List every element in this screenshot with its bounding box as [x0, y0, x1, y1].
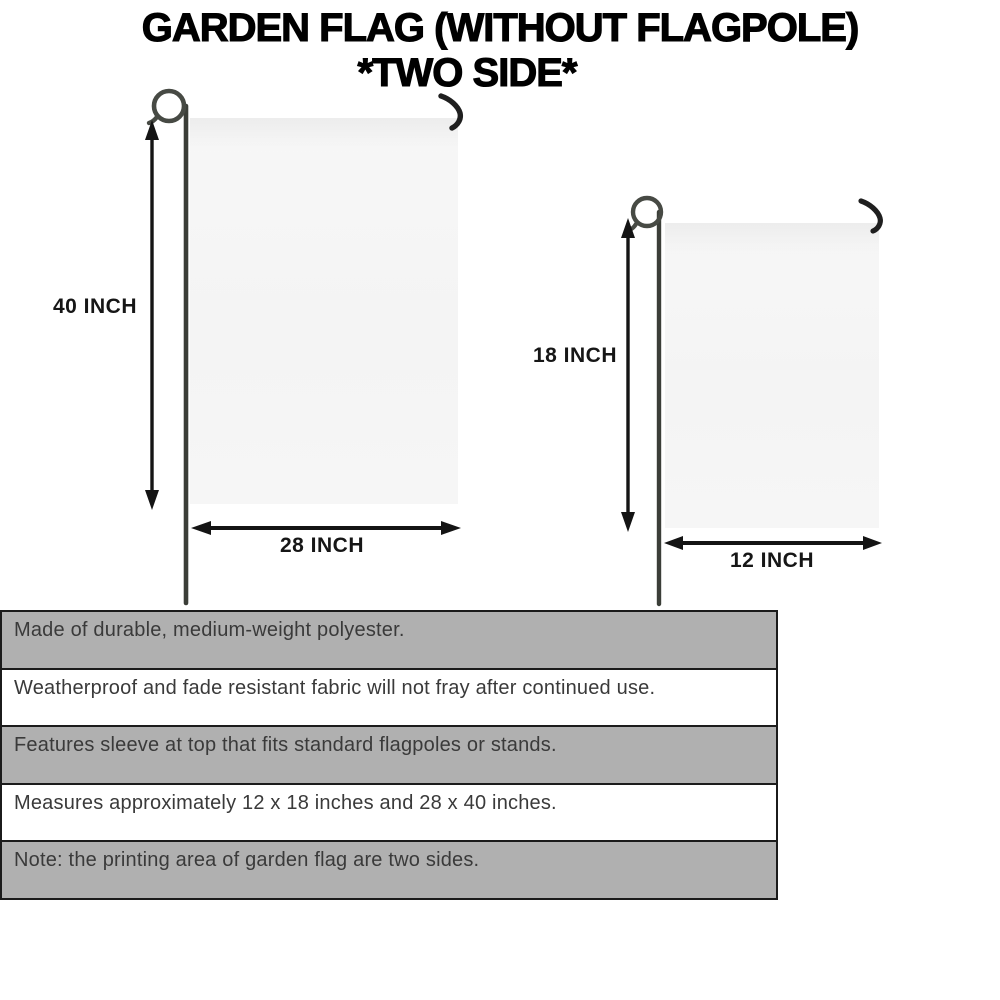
- small-flag-height-label: 18 INCH: [532, 344, 618, 367]
- small-flag-cloth: [665, 223, 879, 528]
- small-flag-width-label: 12 INCH: [729, 549, 815, 572]
- large-flag-height-label: 40 INCH: [52, 295, 138, 318]
- feature-row-material: Made of durable, medium-weight polyester.: [2, 612, 776, 670]
- large-flag-cloth: [190, 118, 458, 504]
- feature-row-measurements: Measures approximately 12 x 18 inches and 28 x 40 inches.: [2, 785, 776, 843]
- large-flag-width-label: 28 INCH: [279, 534, 365, 557]
- page-subtitle: *TWO SIDE*: [357, 51, 577, 95]
- feature-row-weatherproof: Weatherproof and fade resistant fabric will not fray after continued use.: [2, 670, 776, 728]
- feature-table: [0, 610, 778, 900]
- feature-row-note: Note: the printing area of garden flag are two sides.: [2, 842, 776, 898]
- small-flag-height-arrow-icon: [617, 216, 641, 534]
- page-title: GARDEN FLAG (WITHOUT FLAGPOLE): [141, 6, 859, 50]
- feature-row-sleeve: Features sleeve at top that fits standard flagpoles or stands.: [2, 727, 776, 785]
